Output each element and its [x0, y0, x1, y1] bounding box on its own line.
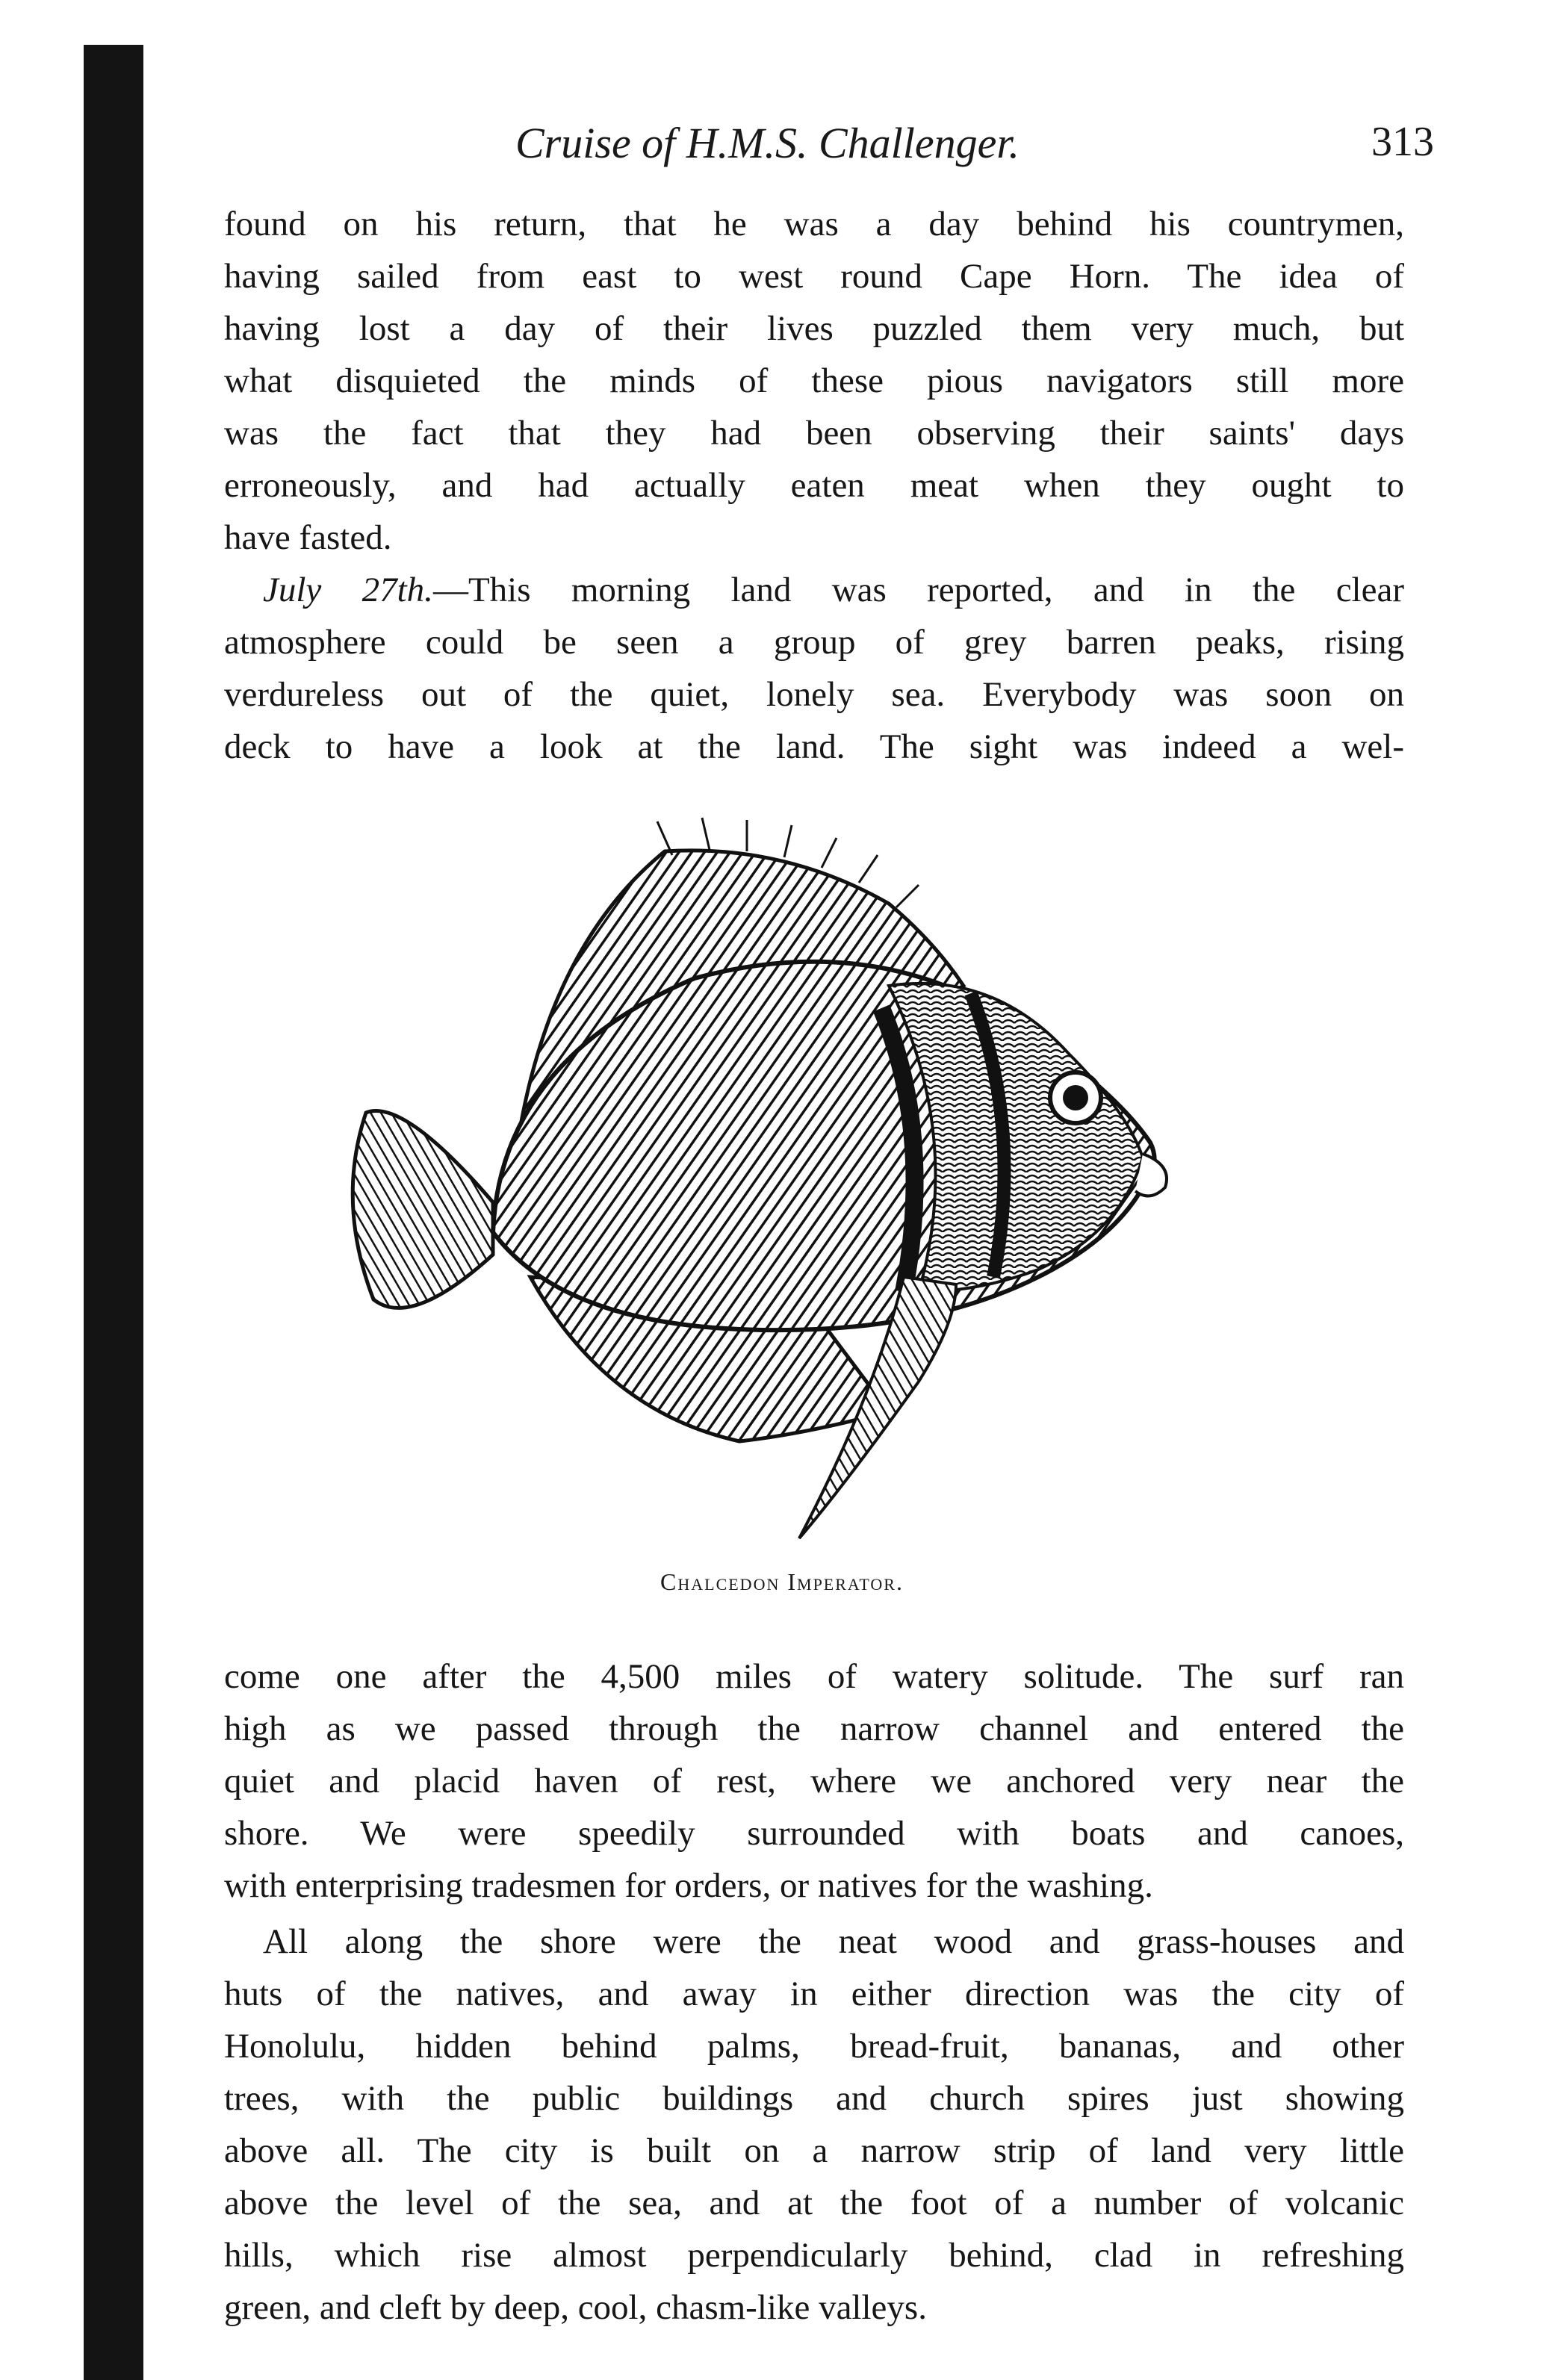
text-line: shore. We were speedily surrounded with boats and canoes, — [224, 1814, 1404, 1853]
text-line: high as we passed through the narrow channel and entered the — [224, 1709, 1404, 1748]
text-line: hills, which rise almost perpendicularly behind, clad in refreshing — [224, 2236, 1404, 2275]
text-line: trees, with the public buildings and church spires just showing — [224, 2079, 1404, 2118]
text-line: having lost a day of their lives puzzled them very much, but — [224, 309, 1404, 348]
text-line: have fasted. — [224, 518, 392, 557]
running-title: Cruise of H.M.S. Challenger. — [515, 119, 1020, 167]
fish-tail-fin — [353, 1111, 493, 1308]
text-line: atmosphere could be seen a group of grey barren peaks, rising — [224, 623, 1404, 662]
text-line: deck to have a look at the land. The sight was indeed a wel- — [224, 727, 1404, 766]
text-line: green, and cleft by deep, cool, chasm-like valleys. — [224, 2288, 927, 2327]
paragraph-4 — [224, 1916, 1404, 2334]
text-line: was the fact that they had been observing their saints' days — [224, 414, 1404, 453]
text-line: what disquieted the minds of these pious navigators still more — [224, 361, 1404, 400]
paragraph-1 — [224, 198, 1404, 564]
text-line: above the level of the sea, and at the foot of a number of volcanic — [224, 2184, 1404, 2222]
text-line: having sailed from east to west round Cape Horn. The idea of — [224, 257, 1404, 296]
entry-date: July 27th. — [263, 571, 433, 609]
text-line: All along the shore were the neat wood and grass-houses and — [263, 1922, 1404, 1961]
text-line: huts of the natives, and away in either direction was the city of — [224, 1974, 1404, 2013]
page-number: 313 — [1371, 119, 1434, 165]
text-line — [224, 564, 1404, 616]
fish-illustration — [321, 814, 1292, 1606]
page-binding-edge — [84, 45, 143, 2380]
text-line: verdureless out of the quiet, lonely sea. Everybody was soon on — [224, 675, 1404, 714]
figure-caption: Chalcedon Imperator. — [660, 1568, 904, 1595]
fish-eye — [1050, 1072, 1101, 1123]
text-line: found on his return, that he was a day behind his countrymen, — [224, 205, 1404, 243]
text-line: quiet and placid haven of rest, where we anchored very near the — [224, 1762, 1404, 1800]
text-line: Honolulu, hidden behind palms, bread-fruit, bananas, and other — [224, 2027, 1404, 2066]
text-line: above all. The city is built on a narrow strip of land very little — [224, 2131, 1404, 2170]
text-line: with enterprising tradesmen for orders, or natives for the washing. — [224, 1866, 1153, 1905]
paragraph-3 — [224, 1650, 1404, 1912]
text-fragment: —This morning land was reported, and in the clear — [432, 571, 1404, 609]
text-line: erroneously, and had actually eaten meat when they ought to — [224, 466, 1404, 505]
text-line: come one after the 4,500 miles of watery solitude. The surf ran — [224, 1657, 1404, 1696]
paragraph-2 — [224, 564, 1404, 773]
running-head — [224, 118, 1434, 178]
